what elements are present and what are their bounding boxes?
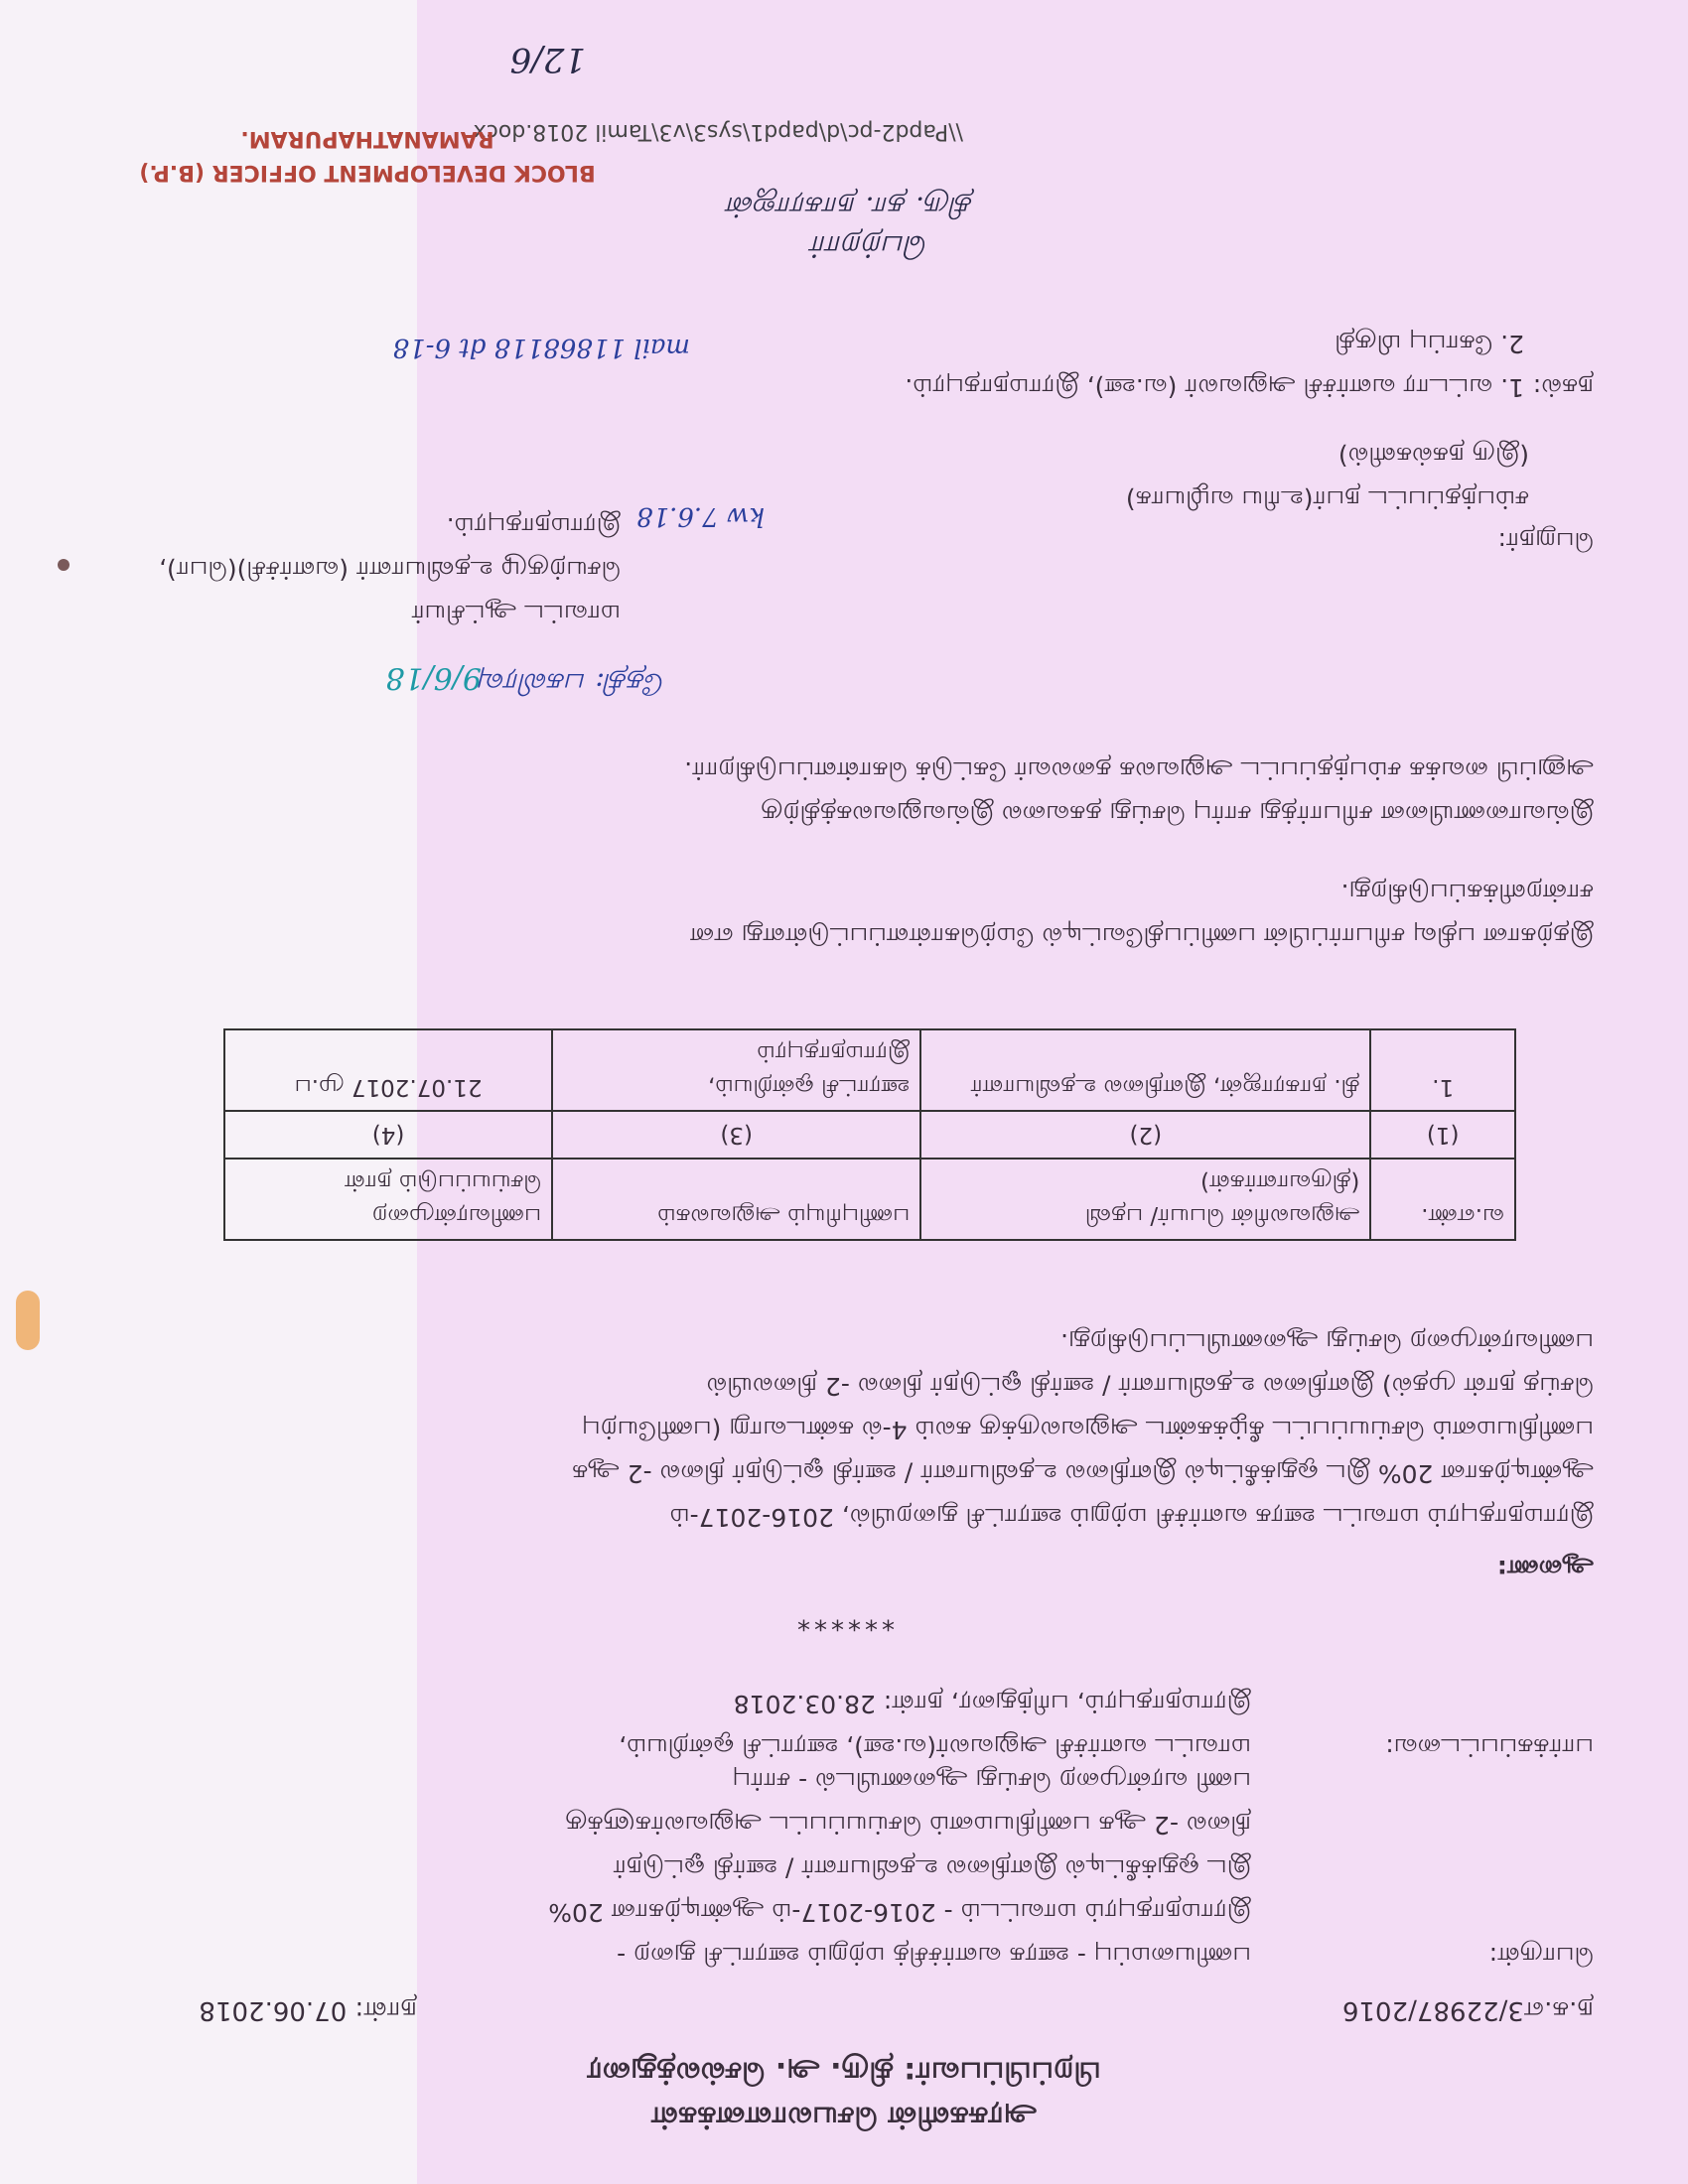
order-line: பணிநியமனம் செய்யப்பட்ட கீழ்க்கண்ட அலுவலருக்கு கலம் 4-ல் கண்டவாறு (பணியேற்பு <box>582 1416 1594 1444</box>
reference-line: மாவட்ட வளர்ச்சி அலுவலர்(வ.ஊ), ஊராட்சி ஒன்றியம், <box>619 1733 1251 1762</box>
signatory-designation: செயற்குழு உதவியாளர் (வளர்ச்சி)(பொ), <box>158 556 621 585</box>
order-label: ஆணை: <box>1496 1555 1594 1583</box>
issuer-line: பிறப்பிப்பவர்: திரு. அ. செல்லத்துரை <box>587 2055 1101 2090</box>
table-header-cell: பணிபுரியும் அலுவலகம் <box>552 1159 920 1240</box>
recipient-line: (இரு நகல்களில்) <box>1337 442 1529 471</box>
handwritten-initial-note: kw 7.6.18 <box>636 501 765 531</box>
column-number: (3) <box>552 1111 920 1159</box>
order-line: இவ்வாணையினை சரிபார்த்து சார்பு செய்து தகவலை இவ்வலுவலகத்திற்கு <box>761 800 1594 829</box>
recipients-label: பெறுநர்: <box>1497 527 1594 556</box>
order-line: செய்த நாள் முதல்) இளநிலை உதவியாளர் / ஊர்தி ஓட்டுநர் நிலை -2 நிலையில் <box>706 1372 1594 1401</box>
subject-line: இட ஒதுக்கீட்டில் இளநிலை உதவியாளர் / ஊர்தி ஓட்டுநர் <box>613 1854 1251 1883</box>
stamp-line: RAMANATHAPURAM. <box>240 126 494 151</box>
signatory-title: மாவட்ட ஆட்சியர் <box>411 600 621 628</box>
copy-line: 2. கோப்பு மிகுதி <box>1335 330 1524 358</box>
table-header-row <box>224 1159 1515 1240</box>
table-row <box>224 1029 1515 1111</box>
handwritten-mail-note: mail 11868118 dt 6-18 <box>392 333 690 362</box>
order-line: பணிவரன்முறை செய்து ஆணையிடப்படுகிறது. <box>1060 1328 1594 1357</box>
order-paragraph-1 <box>104 1320 1594 1539</box>
staff-table <box>223 1028 1516 1241</box>
reference-number: ந.க.எ3/22987/2016 <box>1341 1995 1594 2025</box>
column-number: (4) <box>224 1111 552 1159</box>
handwritten-blue-note: தேதி: பகலிரவு <box>479 667 665 700</box>
handwritten-date-note: 12/6 <box>509 40 586 79</box>
office-stamp <box>124 121 611 189</box>
handwritten-received-note: பெற்றார் <box>811 228 928 263</box>
subject-line: பணி வரன்முறை செய்து ஆணையிடல் - சார்பு <box>732 1767 1251 1796</box>
row-name: தி. நாகராஜன், இளநிலை உதவியாளர் <box>920 1029 1370 1111</box>
separator-stars: ****** <box>793 1605 895 1635</box>
subject-line: இராமநாதபுரம் மாவட்டம் - 2016-2017-ம் ஆண்டிற்கான 20% <box>548 1898 1251 1927</box>
org-heading: அரசுகளின் செயலாளனக்கள் <box>650 2100 1038 2134</box>
copy-label: நகல்: <box>1532 373 1594 402</box>
row-sno: 1. <box>1370 1029 1515 1111</box>
stamp-line: BLOCK DEVELOPMENT OFFICER (B.P.) <box>139 160 596 185</box>
column-number: (2) <box>920 1111 1370 1159</box>
recipient-line: சம்பந்தப்பட்ட நபர்(உரிய வழியாக) <box>1125 485 1529 514</box>
order-line: இதற்கான பதிவு சரிபார்ப்பின் பணிப்பதிவேட்டில் மேற்கொள்ளப்பட்டுள்ளது என <box>689 922 1594 951</box>
ink-dot <box>58 559 70 571</box>
copy-text <box>730 322 1524 409</box>
table-header-cell: அலுவலரின் பெயர்/ பதவி (திருவாளர்கள்) <box>920 1159 1370 1240</box>
references-label: பார்க்கப்பட்டவை: <box>1385 1733 1594 1762</box>
column-number: (1) <box>1370 1111 1515 1159</box>
order-line: சான்றளிக்கப்படுகிறது. <box>1340 879 1594 907</box>
subject-line: பணியமைப்பு - ஊரக வளர்ச்சித் மற்றும் ஊராட்சி துறை - <box>617 1942 1251 1971</box>
signatory-place: இராமநாதபுரம். <box>446 512 621 541</box>
orange-ink-mark <box>16 1291 40 1350</box>
subject-text <box>109 1759 1251 1978</box>
handwritten-name-note: திரு. தா. நாகராஜன் <box>727 191 973 223</box>
order-line: அனுப்பி வைக்க சம்பந்தப்பட்ட அலுவலக தலைவர் கேட்டுக் கொள்ளப்படுகிறார். <box>684 756 1594 785</box>
order-line: இராமநாதபுரம் மாவட்ட ஊரக வளர்ச்சி மற்றும் ஊராட்சி துறையில், 2016-2017-ம் <box>669 1503 1594 1532</box>
order-paragraph-3 <box>104 749 1594 836</box>
table-header-cell: பணிவரன்முறை செய்யப்படும் நாள் <box>224 1159 552 1240</box>
subject-label: பொருள்: <box>1488 1942 1594 1971</box>
reference-line: இராமநாதபுரம், பரிந்துரை, நாள்: 28.03.2018 <box>733 1690 1251 1718</box>
table-header-cell: வ.எண். <box>1370 1159 1515 1240</box>
file-path: \\Papd2-pc\d\papd1\sys3\v3\Tamil 2018.docx <box>473 119 963 144</box>
subject-line: நிலை -2 ஆக பணிநியமனம் செய்யப்பட்ட அலுவலர்களுக்கு <box>565 1811 1251 1840</box>
table-number-row <box>224 1111 1515 1159</box>
order-line: ஆண்டிற்கான 20% இட ஒதுக்கீட்டில் இளநிலை உதவியாளர் / ஊர்தி ஓட்டுநர் நிலை -2 ஆக <box>572 1459 1594 1488</box>
handwritten-teal-note: 9/6/18 <box>385 660 482 695</box>
recipients-text <box>834 434 1529 521</box>
copy-line: 1. வட்டார வளர்ச்சி அலுவலர் (வ.ஊ), இராமநாதபுரம். <box>905 373 1524 402</box>
order-paragraph-2 <box>104 871 1594 958</box>
references-text <box>109 1682 1251 1769</box>
signature-block <box>84 504 621 635</box>
letter-date: நாள்: 07.06.2018 <box>199 1995 417 2025</box>
row-office: ஊராட்சி ஒன்றியம், இராமநாதபுரம் <box>552 1029 920 1111</box>
row-date: 21.07.2017 மு.ப <box>224 1029 552 1111</box>
